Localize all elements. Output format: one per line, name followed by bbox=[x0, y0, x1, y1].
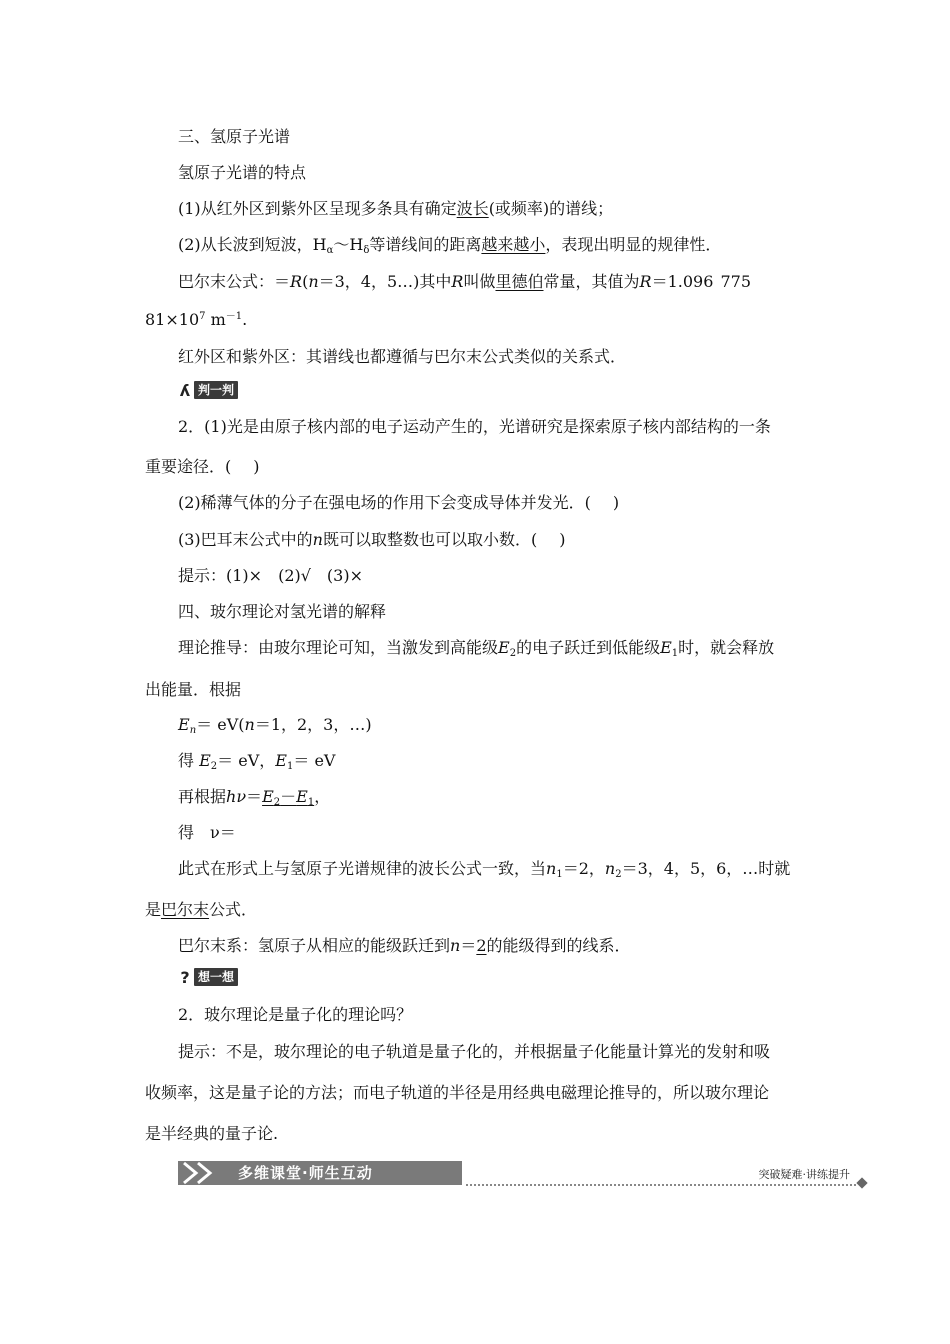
derivation-line-2: 出能量．根据 bbox=[145, 680, 242, 699]
formula-comparison-2: 是巴尔末公式． bbox=[145, 900, 258, 919]
think-answer-2: 收频率，这是量子论的方法；而电子轨道的半径是用经典电磁理论推导的，所以玻尔理论 bbox=[145, 1083, 770, 1102]
diamond-icon bbox=[856, 1177, 867, 1188]
judge-question-1-cont: 重要途径．( ) bbox=[145, 457, 260, 476]
photon-energy-relation: 再根据$h\nu=E_2-E_1$， bbox=[178, 787, 331, 808]
section-banner bbox=[178, 1158, 866, 1188]
banner-subtitle: 突破疑难·讲练提升 bbox=[758, 1168, 850, 1181]
section-heading-bohr: 四、玻尔理论对氢光谱的解释 bbox=[178, 602, 387, 621]
judge-question-3: (3)巴耳末公式中的n既可以取整数也可以取小数．( ) bbox=[178, 530, 566, 549]
feature-2: (2)从长波到短波，$H_\alpha\sim H_\delta$等谱线间的距离越来越小，表现出明显的规律性． bbox=[178, 235, 722, 256]
energy-values: 得 $E_2=$ eV，$E_1=$ eV bbox=[178, 751, 336, 772]
leaf-icon: ʎ bbox=[179, 380, 191, 400]
judge-question-2: (2)稀薄气体的分子在强电场的作用下会变成导体并发光．( ) bbox=[178, 493, 620, 512]
energy-level-formula: $E_n= eV(n=1$，2，3，…) bbox=[178, 715, 372, 736]
think-answer-3: 是半经典的量子论. bbox=[145, 1124, 279, 1143]
frequency-formula: 得 ν＝ bbox=[178, 823, 236, 842]
double-chevron-icon bbox=[178, 1161, 228, 1185]
judge-badge bbox=[178, 380, 238, 400]
balmer-series-definition: 巴尔末系：氢原子从相应的能级跃迁到n＝2的能级得到的线系． bbox=[178, 936, 631, 955]
feature-1: (1)从红外区到紫外区呈现多条具有确定波长(或频率)的谱线； bbox=[178, 199, 614, 218]
banner-title: 多维课堂·师生互动 bbox=[238, 1164, 373, 1182]
rydberg-value: $81\times 10^7$ $m^{-1}$. bbox=[145, 310, 248, 329]
question-mark-icon: ? bbox=[180, 967, 190, 987]
features-title: 氢原子光谱的特点 bbox=[178, 163, 307, 182]
formula-comparison-1: 此式在形式上与氢原子光谱规律的波长公式一致，当$n_1=2$，$n_2=3$，4，5，6，…时就 bbox=[178, 859, 791, 880]
think-question: 2．玻尔理论是量子化的理论吗？ bbox=[178, 1005, 413, 1024]
banner-dotted-line bbox=[466, 1184, 856, 1186]
balmer-formula-line: 巴尔末公式：＝R(n＝3，4，5…)其中R叫做里德伯常量，其值为R＝1.096 775 bbox=[178, 272, 751, 291]
ir-uv-text: 红外区和紫外区：其谱线也都遵循与巴尔末公式类似的关系式． bbox=[178, 347, 627, 366]
think-answer-1: 提示：不是，玻尔理论的电子轨道是量子化的，并根据量子化能量计算光的发射和吸 bbox=[178, 1042, 771, 1061]
section-heading-hydrogen-spectrum: 三、氢原子光谱 bbox=[178, 127, 291, 146]
think-badge-label: 想一想 bbox=[194, 968, 238, 986]
derivation-line-1: 理论推导：由玻尔理论可知，当激发到高能级$E_2$的电子跃迁到低能级$E_1$时，就会释放 bbox=[178, 638, 775, 659]
judge-hint: 提示：(1)× (2)√ (3)× bbox=[178, 566, 364, 585]
think-badge bbox=[178, 967, 238, 987]
judge-question-1: 2．(1)光是由原子核内部的电子运动产生的，光谱研究是探索原子核内部结构的一条 bbox=[178, 417, 771, 436]
judge-badge-label: 判一判 bbox=[194, 381, 238, 399]
